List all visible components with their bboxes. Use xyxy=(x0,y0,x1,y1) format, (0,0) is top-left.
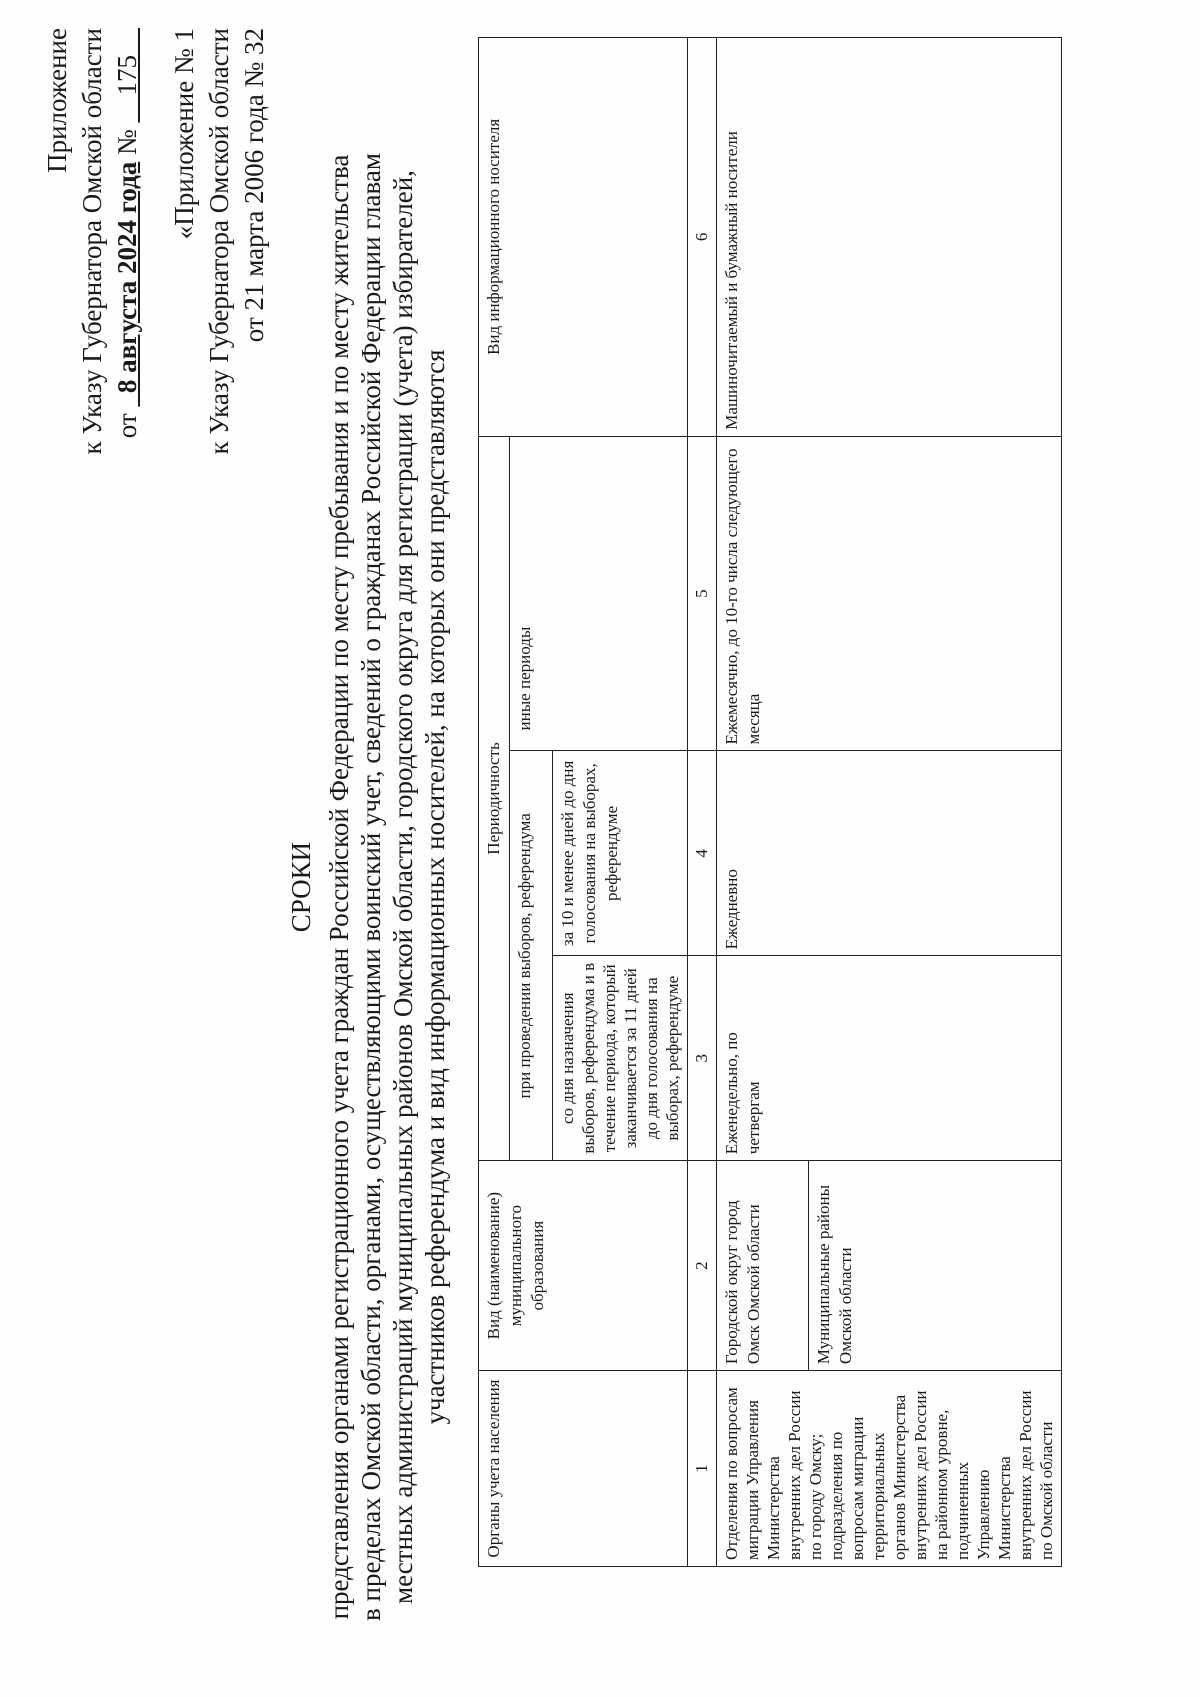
daily-cell: Ежедневно xyxy=(717,751,1062,956)
header-during-elections: при проведении выборов, референдума xyxy=(510,751,553,1161)
col-number-1: 1 xyxy=(688,1371,717,1567)
from-prefix: от xyxy=(112,413,142,439)
column-number-row xyxy=(688,38,717,1567)
decree-date: 8 августа 2024 года xyxy=(112,161,142,394)
table-row xyxy=(717,38,809,1567)
organ-cell: Отделения по вопросам миграции Управления Министерства внутренних дел России по городу Омску; подразделения по вопросам миграции территориальных органов Министерства внутренних дел России на районном уровне, подчиненных Управлению Министерства внутренних дел России по Омской области xyxy=(717,1371,1062,1567)
col-number-3: 3 xyxy=(688,956,717,1161)
header-periodicity: Периодичность xyxy=(479,436,510,1160)
header-row-1 xyxy=(479,38,510,1567)
title-heading: СРОКИ xyxy=(286,841,316,933)
municipality-districts-cell: Муниципальные районы Омской области xyxy=(809,1161,1062,1371)
header-col3: со дня назначения выборов, референдума и в течение периода, который заканчивается за 11 дней до дня голосования на выборах, референдуме xyxy=(553,956,688,1161)
col-number-4: 4 xyxy=(688,751,717,956)
annex-header xyxy=(40,28,272,728)
to-decree-line: к Указу Губернатора Омской области xyxy=(77,28,107,455)
title-line-2: в пределах Омской области, органами, осуществляющими воинский учет, сведений о гражданах Российской Федерации главам xyxy=(356,153,386,1621)
original-decree-line: от 21 марта 2006 года № 32 xyxy=(239,28,269,343)
header-col1: Органы учета населения xyxy=(479,1371,688,1567)
number-prefix: № xyxy=(112,129,142,156)
header-col4: за 10 и менее дней до дня голосования на выборах, референдуме xyxy=(553,751,688,956)
header-col5: иные периоды xyxy=(510,436,688,751)
header-col6: Вид информационного носителя xyxy=(479,38,688,437)
decree-number: 175 xyxy=(112,55,142,96)
title-line-4: участников референдума и вид информационных носителей, на которых они представляются xyxy=(420,349,450,1425)
annex1-line: «Приложение № 1 xyxy=(169,28,199,240)
municipality-city-cell: Городской округ город Омск Омской области xyxy=(717,1161,809,1371)
annex-word: Приложение xyxy=(42,28,72,173)
header-col2: Вид (наименование) муниципального образования xyxy=(479,1161,688,1371)
col-number-6: 6 xyxy=(688,38,717,437)
decree-date-line xyxy=(110,28,145,728)
to-decree-line-2: к Указу Губернатора Омской области xyxy=(204,28,234,455)
col-number-2: 2 xyxy=(688,1161,717,1371)
weekly-cell: Еженедельно, по четвергам xyxy=(717,956,1062,1161)
monthly-cell: Ежемесячно, до 10-го числа следующего месяца xyxy=(717,436,1062,751)
media-type-cell: Машиночитаемый и бумажный носители xyxy=(717,38,1062,437)
col-number-5: 5 xyxy=(688,436,717,751)
title-line-3: местных администраций муниципальных районов Омской области, городского округа для регистрации (учета) избирателей, xyxy=(388,170,418,1604)
document-title xyxy=(285,137,451,1637)
title-line-1: представления органами регистрационного учета граждан Российской Федерации по месту пребывания и по месту жительства xyxy=(324,154,354,1620)
deadlines-table xyxy=(478,37,1062,1567)
